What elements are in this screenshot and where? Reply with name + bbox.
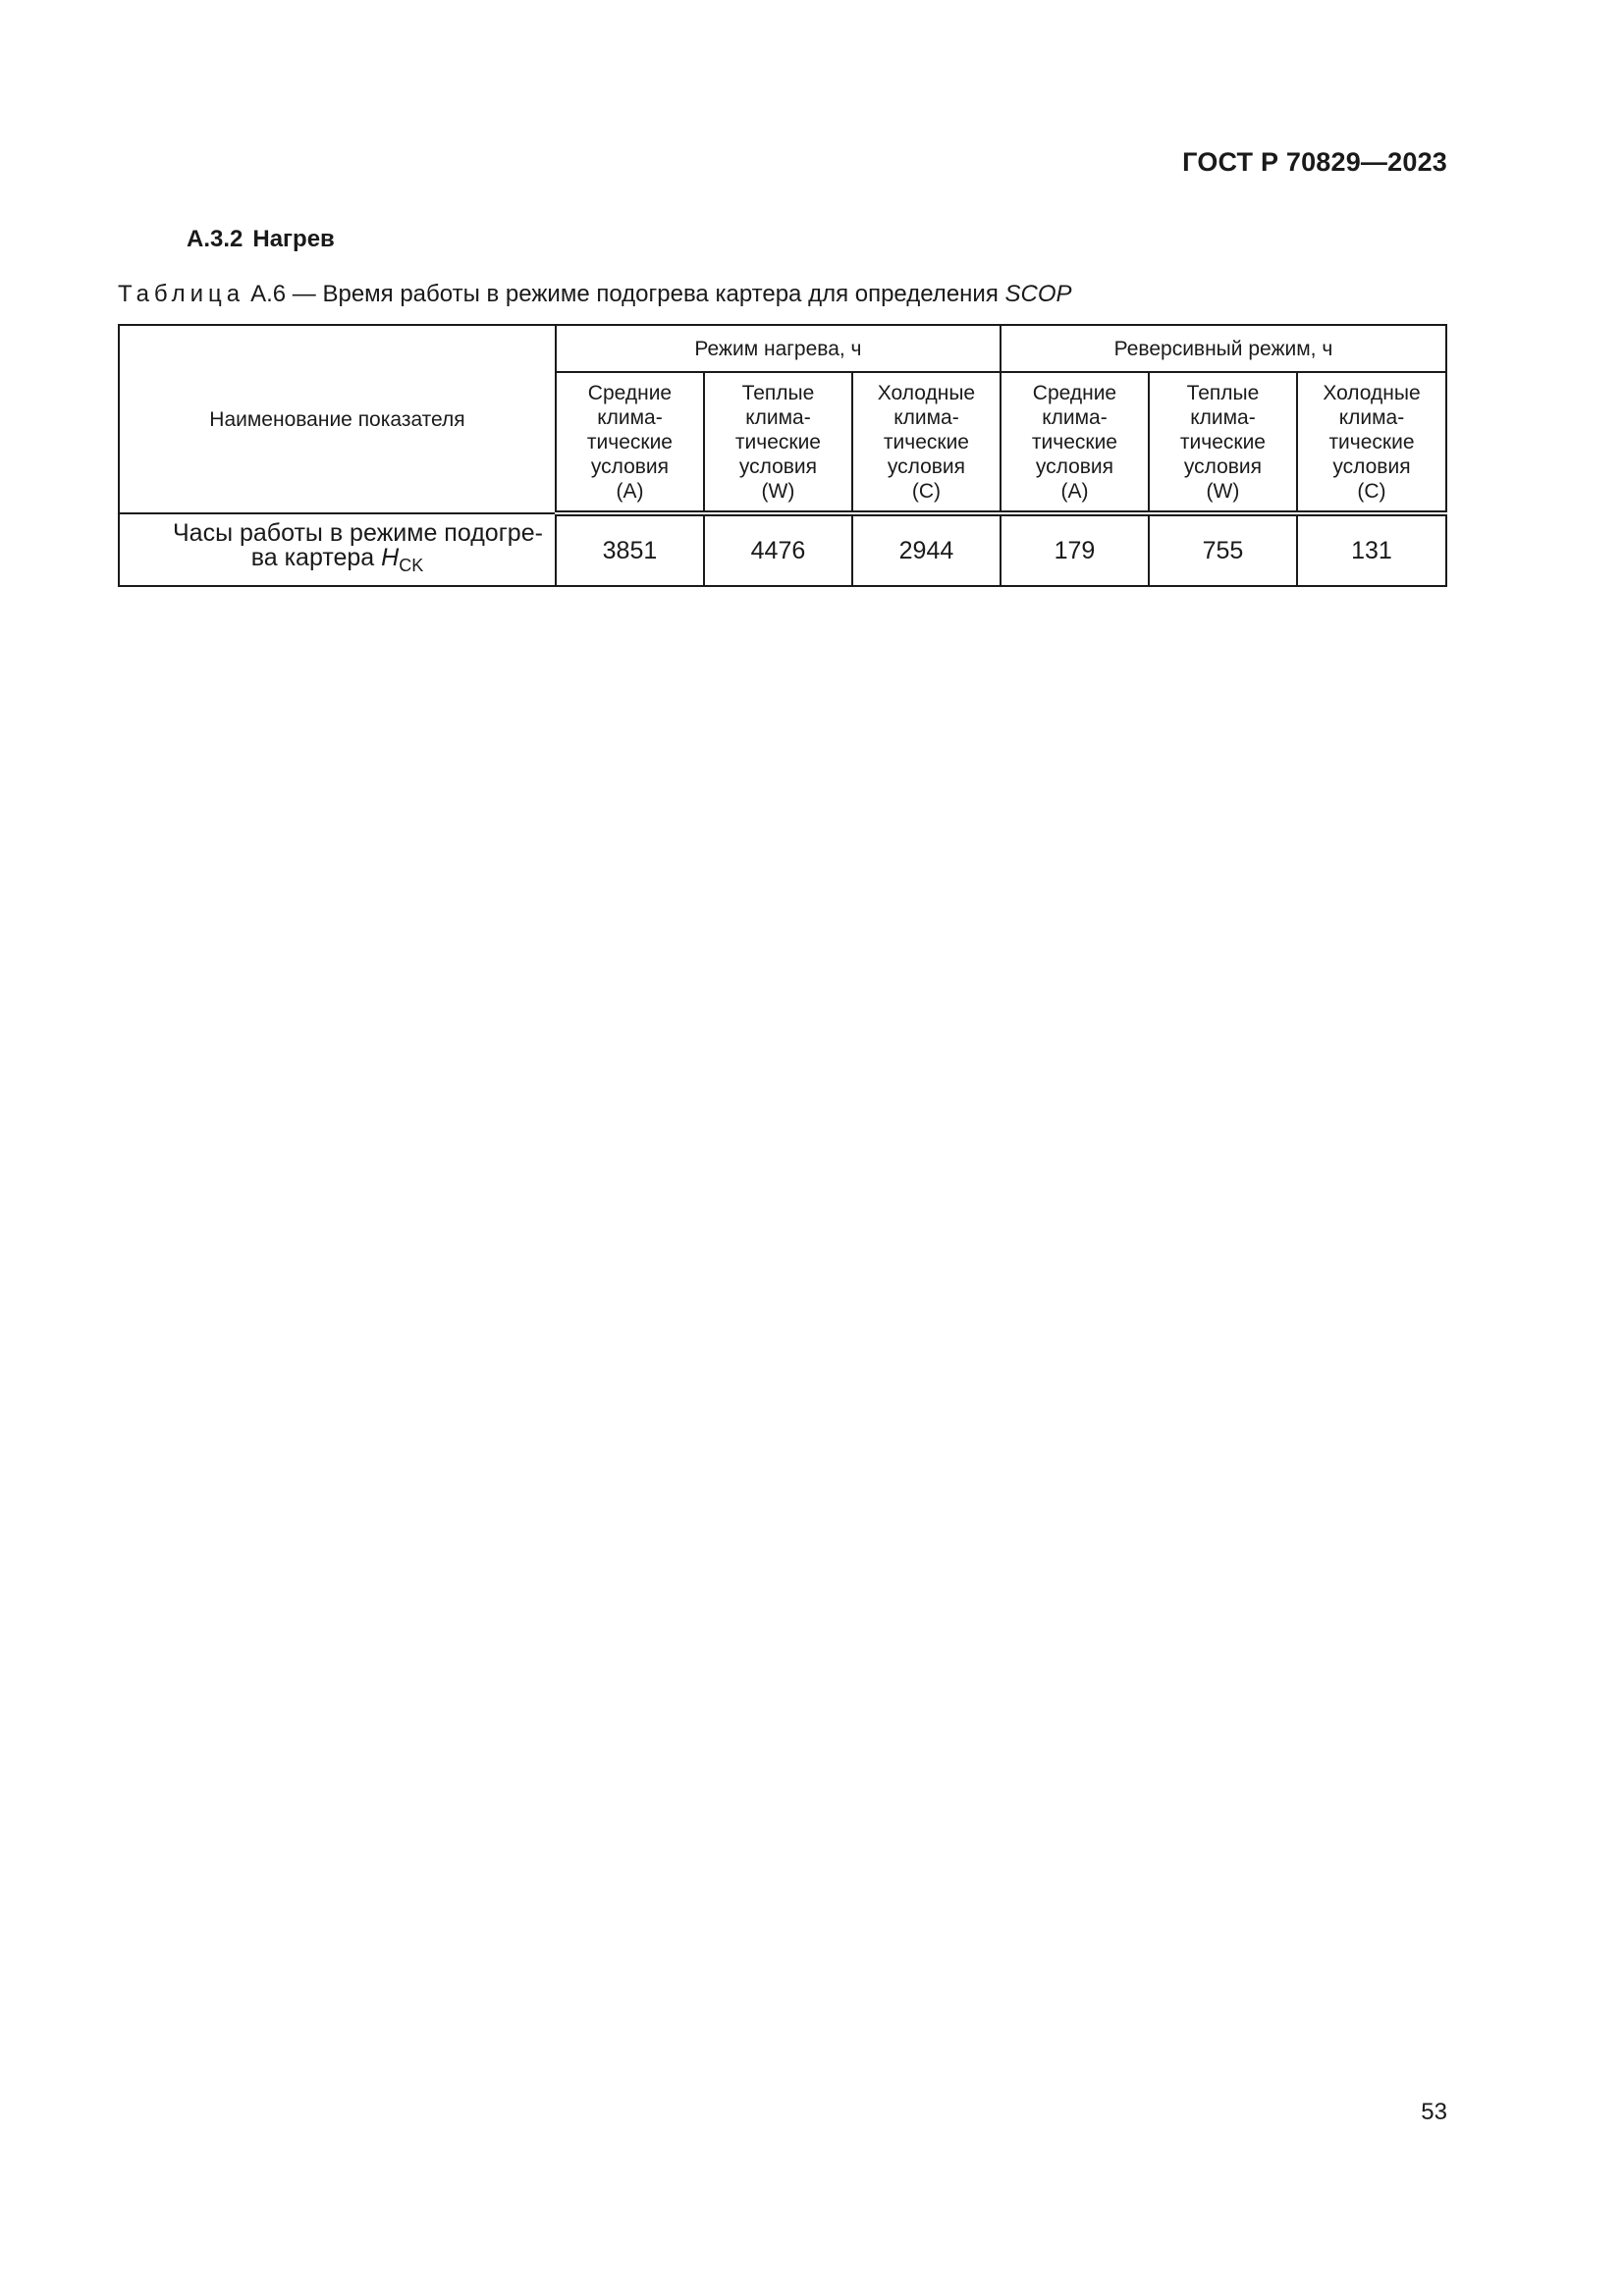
table-caption-word: Таблица <box>118 281 245 307</box>
subcolumn-line: Холодные <box>1323 381 1421 404</box>
subcolumn-header <box>1297 372 1446 513</box>
table-cell: 2944 <box>852 513 1001 586</box>
subcolumn-line: клима- <box>893 405 959 429</box>
subcolumn-line: тические <box>1031 430 1117 454</box>
row-label-line1: Часы работы в режиме подогре- <box>173 519 543 547</box>
subcolumn-line: клима- <box>1190 405 1256 429</box>
row-label <box>119 513 556 586</box>
subcolumn-line: клима- <box>597 405 663 429</box>
section-number: А.3.2 <box>187 226 244 252</box>
subcolumn-line: тические <box>883 430 969 454</box>
data-table <box>118 324 1447 587</box>
subcolumn-line: (W) <box>761 479 795 503</box>
table-caption-symbol: SCOP <box>1004 281 1072 307</box>
subcolumn-line: (А) <box>1060 479 1089 503</box>
table-cell: 179 <box>1001 513 1149 586</box>
subcolumn-line: тические <box>586 430 673 454</box>
subcolumn-line: Средние <box>587 381 673 404</box>
table-header-row-1 <box>119 325 1446 372</box>
group-header-reversible: Реверсивный режим, ч <box>1001 325 1446 372</box>
group-header-heating: Режим нагрева, ч <box>556 325 1001 372</box>
subcolumn-line: (С) <box>1357 479 1386 503</box>
subcolumn-header <box>852 372 1001 513</box>
subcolumn-line: клима- <box>745 405 811 429</box>
subcolumn-line: (А) <box>616 479 644 503</box>
subcolumn-line: клима- <box>1338 405 1405 429</box>
subcolumn-line: тические <box>1328 430 1415 454</box>
document-code: ГОСТ Р 70829—2023 <box>1182 147 1447 177</box>
subcolumn-header <box>1149 372 1297 513</box>
row-label-symbol-subscript: CK <box>399 556 424 575</box>
section-heading <box>187 226 335 253</box>
subcolumn-line: Теплые <box>741 381 815 404</box>
subcolumn-line: тические <box>734 430 821 454</box>
table-cell: 3851 <box>556 513 704 586</box>
table-row <box>119 513 1446 586</box>
subcolumn-line: тические <box>1179 430 1266 454</box>
table-caption <box>118 281 1072 308</box>
row-label-symbol: H <box>381 544 400 571</box>
subcolumn-header <box>556 372 704 513</box>
subcolumn-line: Теплые <box>1186 381 1260 404</box>
subcolumn-line: условия <box>738 454 818 478</box>
table-caption-label: А.6 — Время работы в режиме подогрева картера для определения <box>250 281 999 307</box>
subcolumn-line: условия <box>1183 454 1263 478</box>
subcolumn-line: условия <box>1332 454 1411 478</box>
table-cell: 4476 <box>704 513 852 586</box>
row-label-line2: ва картера <box>250 544 375 571</box>
param-column-header: Наименование показателя <box>119 325 556 513</box>
subcolumn-header <box>704 372 852 513</box>
subcolumn-line: (W) <box>1206 479 1240 503</box>
subcolumn-line: условия <box>1035 454 1114 478</box>
subcolumn-line: клима- <box>1042 405 1108 429</box>
subcolumn-line: условия <box>590 454 670 478</box>
subcolumn-line: Холодные <box>877 381 976 404</box>
page-number: 53 <box>1421 2099 1447 2125</box>
subcolumn-header <box>1001 372 1149 513</box>
section-title: Нагрев <box>252 226 335 252</box>
subcolumn-line: (С) <box>911 479 942 503</box>
table-cell: 131 <box>1297 513 1446 586</box>
subcolumn-line: условия <box>887 454 966 478</box>
subcolumn-line: Средние <box>1032 381 1117 404</box>
table-cell: 755 <box>1149 513 1297 586</box>
